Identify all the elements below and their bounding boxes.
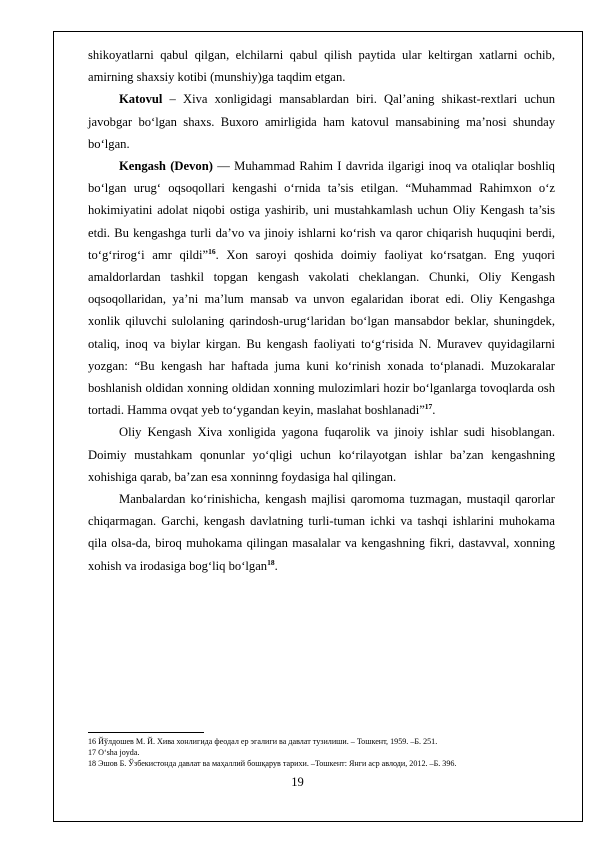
term-kengash: Kengash (Devon) [119, 159, 213, 174]
paragraph-text: . Xon saroyi qoshida doimiy faoliyat ko‘rsatgan. Eng yuqori amaldorlardan tashkil topgan kengash vakolati cheklangan. Chunki, Oliy Kengash oqsoqollaridan, ya’ni ma’lum mansab va unvon egalaridan iborat edi. Oliy Kengashga xonlik qiluvchi sulolaning qarindosh-urug‘laridan bo‘lgan mansabdor beklar, shuningdek, otaliq, inoq va biylar kirgan. Bu kengash faoliyati to‘g‘risida N. Muravev quyidagilarni yozgan: “Bu kengash har haftada juma kuni ko‘rinish xonada to‘planadi. Muzokaralar boshlanish oldidan xonning oldidan xonning mulozimlari hozir bo‘lganlarga tovoqlarda osh tortadi. Hamma ovqat yeb to‘ygandan keyin, maslahat boshlanadi” [88, 247, 555, 418]
paragraph-kengash [88, 155, 555, 421]
footnote-16: 16 Йўлдошев М. Й. Хива хонлигида феодал ер эгалиги ва давлат тузилиши. – Тошкент, 1959. –Б. 251. [88, 737, 438, 746]
paragraph-text: Oliy Kengash Xiva xonligida yagona fuqarolik va jinoiy ishlar sudi hisoblangan. Doimiy mustahkam qonunlar yo‘qligi uchun ko‘rilayotgan ishlar ba’zan kengashning xohishiga qarab, ba’zan esa xonninng foydasiga hal qilingan. [88, 425, 555, 484]
paragraph-text: Manbalardan ko‘rinishicha, kengash majlisi qaromoma tuzmagan, mustaqil qarorlar chiqarmagan. Garchi, kengash davlatning turli-tuman ichki va tashqi ishlarini muhokama qila olsa-da, biroq muhokama qilingan masalalar va kengashning fikri, dastavval, xonning xohish va irodasiga bog‘liq bo‘lgan [88, 492, 555, 573]
paragraph-text: – Xiva xonligidagi mansablardan biri. Qal’aning shikast-rextlari uchun javobgar bo‘lgan shaxs. Buxoro amirligida ham katovul mansabining ma’nosi shunday bo‘lgan. [88, 92, 555, 151]
punctuation: . [274, 558, 278, 573]
paragraph-oliy-kengash [88, 421, 555, 488]
paragraph-katovul [88, 88, 555, 155]
body-text [88, 44, 555, 577]
footnote-ref-18: 18 [267, 557, 275, 567]
paragraph-manbalardan [88, 488, 555, 577]
footnote-18: 18 Эшов Б. Ўзбекистонда давлат ва маҳаллий бошқарув тарихи. –Тошкент: Янги аср авлоди, 2012. –Б. 396. [88, 759, 457, 769]
footnote-ref-17: 17 [424, 402, 433, 412]
footnote-ref-16: 16 [208, 246, 216, 256]
paragraph-continuation [88, 44, 555, 88]
footnotes [88, 736, 555, 770]
paragraph-text: — Muhammad Rahim I davrida ilgarigi inoq va otaliqlar boshliq bo‘lgan urug‘ oqsoqollari kengashi o‘rnida ta’sis etilgan. “Muhammad Rahimxon o‘z hokimiyatini adolat niqobi ostiga yashirib, uni mustahkamlash uchun Oliy Kengash ta’sis etdi. Bu kengashga turli da’vo va jinoiy ishlarni ko‘rish va qaror chiqarish huquqini berdi, to‘g‘rirog‘i amr qildi” [88, 159, 555, 262]
term-katovul: Katovul [119, 92, 163, 107]
punctuation: . [432, 403, 436, 418]
page-number: 19 [291, 775, 304, 789]
footnote-17: 17 O‘sha joyda. [88, 748, 140, 758]
paragraph-text: shikoyatlarni qabul qilgan, elchilarni qabul qilish paytida ular keltirgan xatlarni ochib, amirning shaxsiy kotibi (munshiy)ga taqdim etgan. [88, 48, 555, 85]
footnote-separator [88, 732, 204, 733]
